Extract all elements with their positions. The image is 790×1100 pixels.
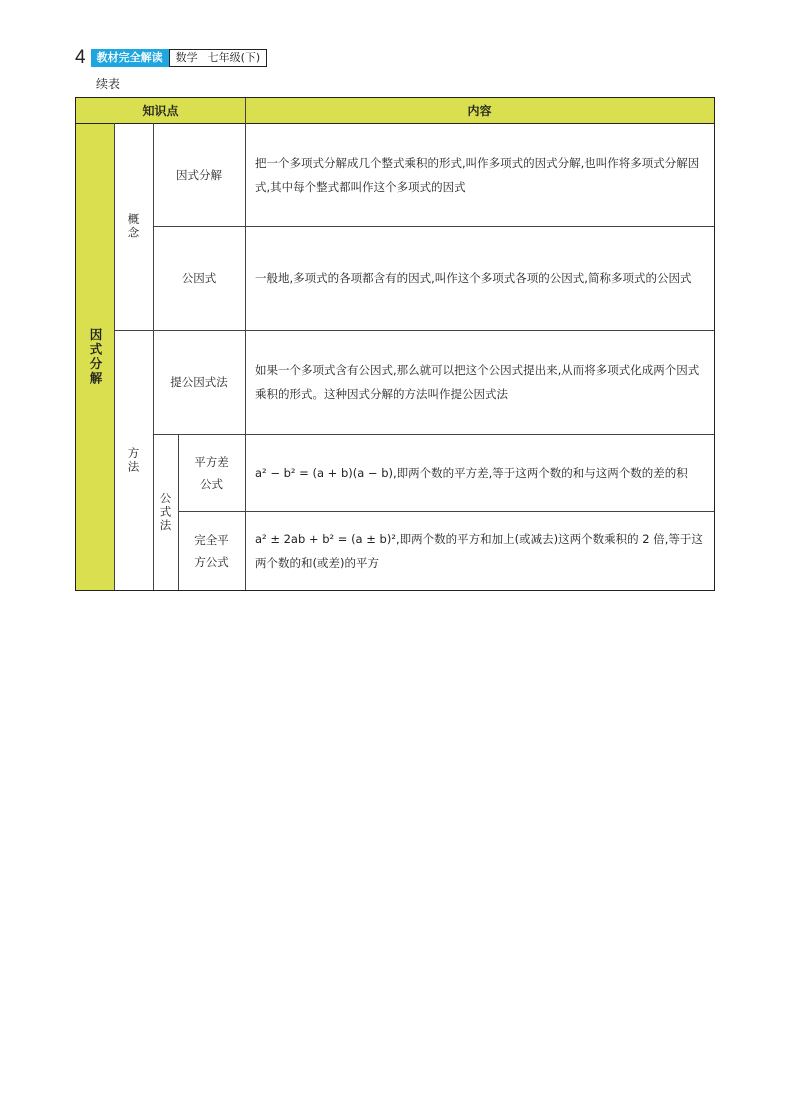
knowledge-table — [75, 97, 715, 591]
header-content-label: 内容 — [467, 104, 492, 118]
content-text: 一般地,多项式的各项都含有的因式,叫作这个多项式各项的公因式,简称多项式的公因式 — [255, 271, 692, 285]
grid-line — [178, 434, 179, 590]
method-group-cell — [114, 330, 153, 590]
header-knowledge-cell — [76, 98, 245, 123]
content-text: 把一个多项式分解成几个整式乘积的形式,叫作多项式的因式分解,也叫作将多项式分解因式,其中每个整式都叫作这个多项式的因式 — [255, 155, 700, 194]
book-title-box — [169, 49, 268, 67]
content-cell — [245, 123, 714, 226]
topic-cell — [76, 123, 114, 590]
concept-group-cell — [114, 123, 153, 330]
grid-line — [153, 123, 154, 590]
formula-method-cell — [153, 434, 178, 590]
name-cell — [153, 226, 245, 330]
term-name: 公因式 — [181, 271, 217, 285]
grid-line — [114, 330, 714, 331]
concept-group-label: 概念 — [126, 213, 141, 240]
content-cell — [245, 511, 714, 590]
name-cell — [153, 330, 245, 434]
grid-line — [178, 511, 714, 512]
term-name: 平方差公式 — [194, 454, 229, 491]
grade-label: 七年级(下) — [207, 51, 261, 64]
continued-label: 续表 — [96, 77, 121, 91]
content-text: a² ± 2ab + b² = (a ± b)²,即两个数的平方和加上(或减去)这两个数乘积的 2 倍,等于这两个数的和(或差)的平方 — [255, 531, 703, 570]
term-name: 提公因式法 — [170, 375, 228, 389]
content-text: 如果一个多项式含有公因式,那么就可以把这个公因式提出来,从而将多项式化成两个因式乘积的形式。这种因式分解的方法叫作提公因式法 — [255, 363, 700, 401]
grid-line — [153, 226, 714, 227]
grid-line — [153, 434, 714, 435]
content-cell — [245, 330, 714, 434]
content-cell — [245, 434, 714, 511]
name-cell — [178, 434, 245, 511]
name-cell — [178, 511, 245, 590]
term-name: 完全平方公式 — [194, 532, 229, 569]
topic-label: 因式分解 — [88, 327, 103, 386]
series-title-badge: 教材完全解读 — [91, 49, 169, 67]
grid-line — [114, 123, 115, 590]
grid-line — [76, 123, 714, 124]
page-header — [75, 48, 267, 68]
formula-method-label: 公式法 — [158, 491, 173, 533]
name-cell — [153, 123, 245, 226]
method-group-label: 方法 — [126, 446, 141, 474]
content-text: a² − b² = (a + b)(a − b),即两个数的平方差,等于这两个数的和与这两个数的差的积 — [255, 465, 688, 480]
page-number: 4 — [75, 47, 86, 68]
grid-line — [245, 98, 246, 590]
subject-label: 数学 — [175, 51, 198, 64]
header-content-cell — [245, 98, 714, 123]
content-cell — [245, 226, 714, 330]
header-knowledge-label: 知识点 — [142, 104, 179, 118]
term-name: 因式分解 — [176, 167, 222, 182]
